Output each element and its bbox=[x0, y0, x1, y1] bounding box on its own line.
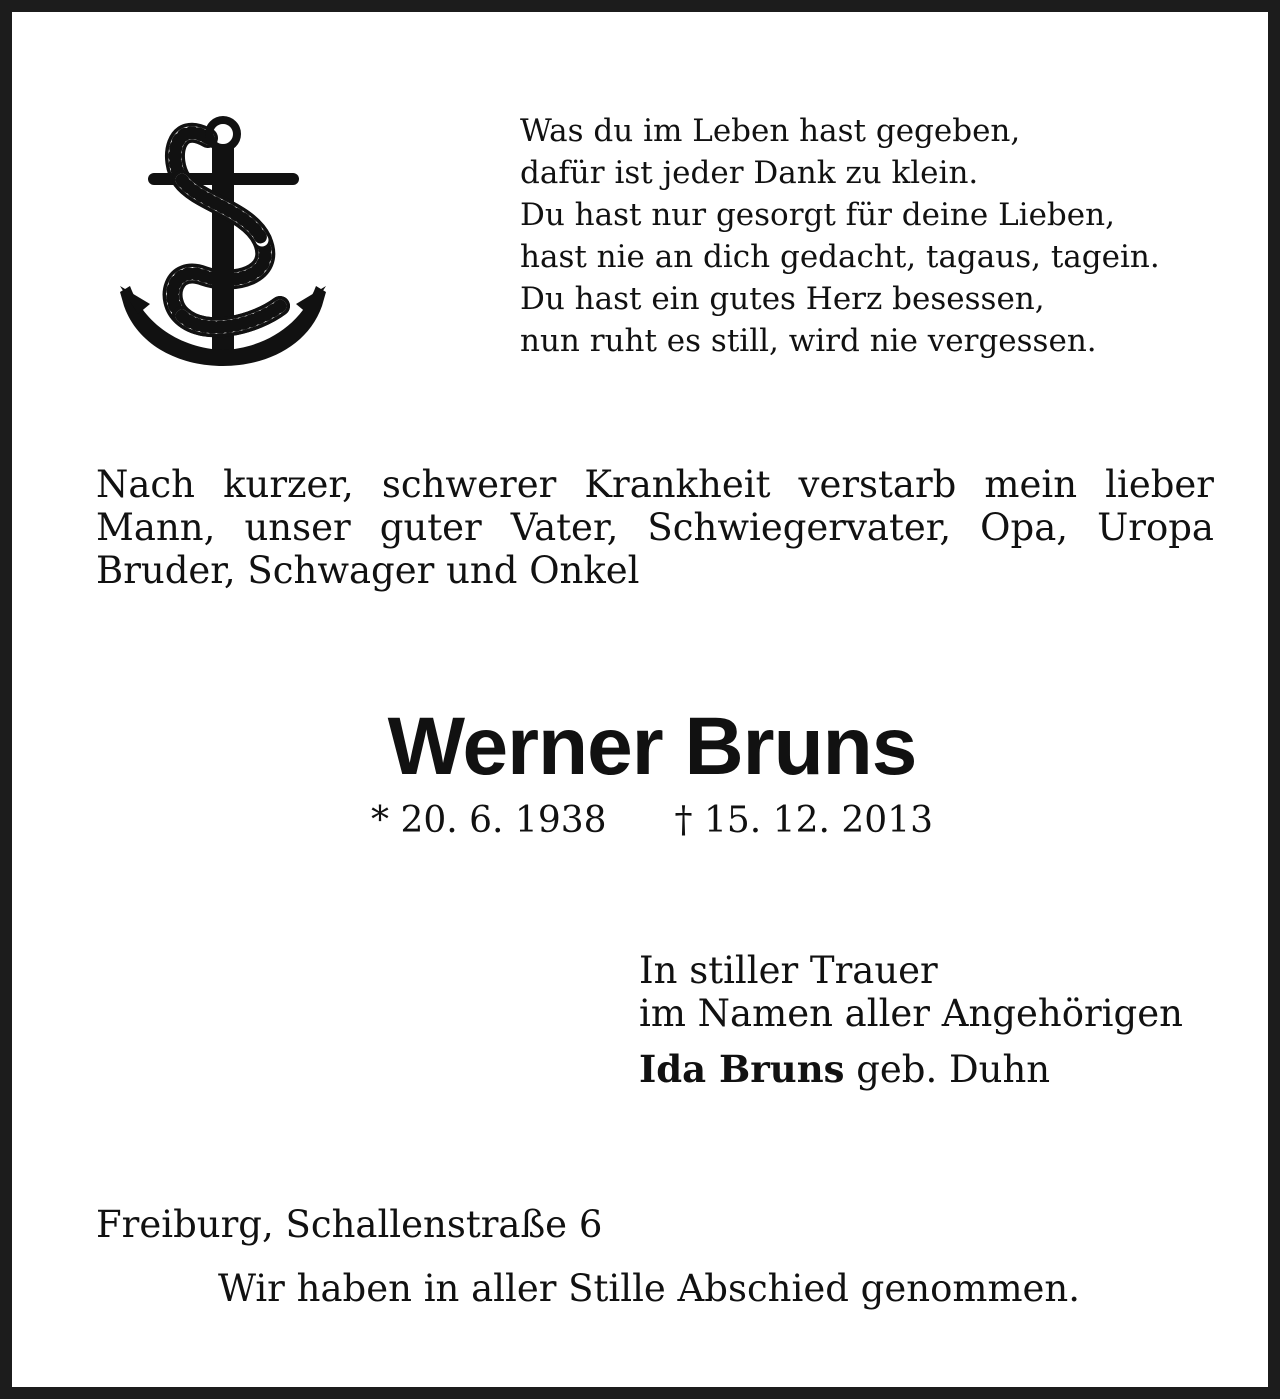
poem-line: hast nie an dich gedacht, tagaus, tagein. bbox=[520, 239, 1160, 275]
announcement-text bbox=[96, 463, 1214, 592]
poem-line: Was du im Leben hast gegeben, bbox=[520, 113, 1021, 149]
announcement-line: Mann, unser guter Vater, Schwiegervater, Opa, Uropa bbox=[96, 506, 1214, 549]
poem-line: dafür ist jeder Dank zu klein. bbox=[520, 155, 979, 191]
address: Freiburg, Schallenstraße 6 bbox=[96, 1203, 603, 1246]
mourners-block bbox=[639, 949, 1183, 1091]
closing-note: Wir haben in aller Stille Abschied genommen. bbox=[217, 1267, 1081, 1310]
poem-line: Du hast ein gutes Herz besessen, bbox=[520, 281, 1045, 317]
mourning-line: im Namen aller Angehörigen bbox=[639, 992, 1183, 1035]
death-date: † 15. 12. 2013 bbox=[674, 800, 933, 841]
poem bbox=[520, 110, 1160, 362]
announcement-line: Bruder, Schwager und Onkel bbox=[96, 549, 640, 592]
announcement-line: Nach kurzer, schwerer Krankheit verstarb mein lieber bbox=[96, 463, 1214, 506]
signer-name: Ida Bruns bbox=[639, 1047, 845, 1091]
birth-date: * 20. 6. 1938 bbox=[371, 800, 607, 841]
life-dates bbox=[12, 799, 1280, 843]
deceased-name: Werner Bruns bbox=[387, 701, 917, 792]
poem-line: Du hast nur gesorgt für deine Lieben, bbox=[520, 197, 1115, 233]
signer-maiden-name: geb. Duhn bbox=[844, 1048, 1051, 1091]
anchor-icon bbox=[116, 110, 331, 370]
poem-line: nun ruht es still, wird nie vergessen. bbox=[520, 323, 1097, 359]
signer bbox=[639, 1048, 1183, 1091]
mourning-line: In stiller Trauer bbox=[639, 949, 938, 992]
